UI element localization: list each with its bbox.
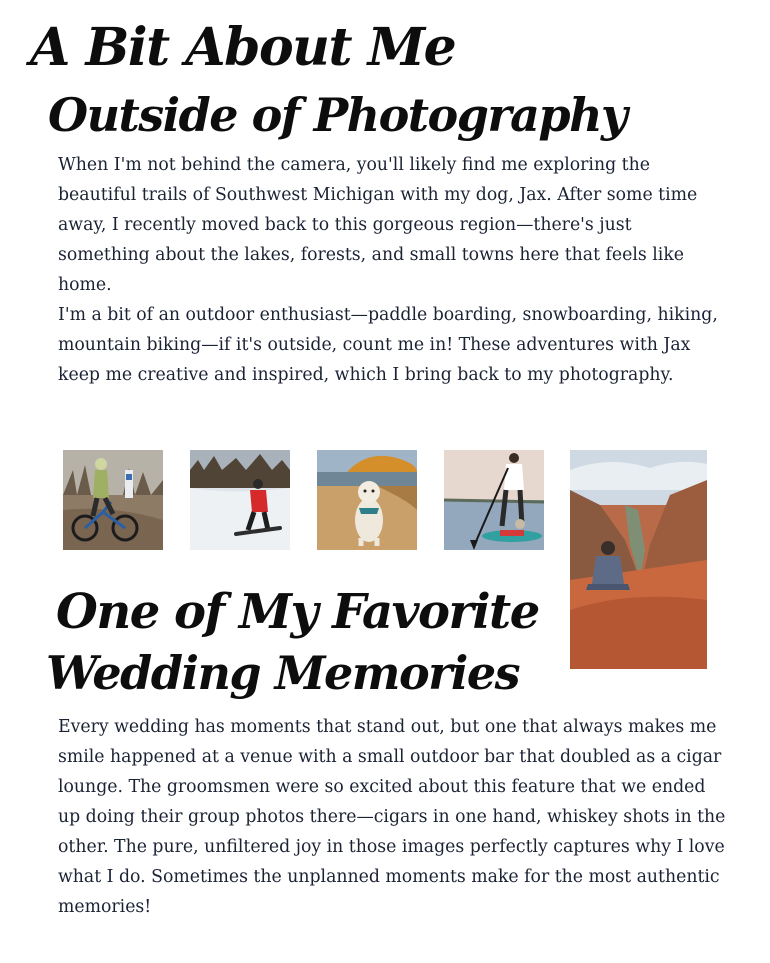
- photo-canyon-overlook: [570, 450, 707, 669]
- wedding-paragraph: Every wedding has moments that stand out, but one that always makes me smile happened at a venue with a small outdoor bar that doubled as a cigar lounge. The groomsmen were so excited about this feature that we ended up doing their group photos there—cigars in one hand, whiskey shots in the other. The pure, unfiltered joy in those images perfectly captures why I love what I do. Sometimes the unplanned moments make for the most authentic memories!: [58, 717, 726, 917]
- wedding-heading-line1: One of My Favorite: [56, 584, 539, 640]
- photo-mountain-biking: [63, 450, 163, 550]
- photo-snowboarding: [190, 450, 290, 550]
- photo-dog-on-beach: [317, 450, 417, 550]
- about-heading-line2: Outside of Photography: [48, 88, 627, 142]
- about-paragraph-2: I'm a bit of an outdoor enthusiast—paddle boarding, snowboarding, hiking, mountain biking—if it's outside, count me in! These adventures with Jax keep me creative and inspired, which I bring back to my photography.: [58, 305, 718, 385]
- wedding-heading-line2: Wedding Memories: [46, 646, 520, 700]
- photo-paddle-boarding: [444, 450, 544, 550]
- about-heading-line1: A Bit About Me: [30, 17, 456, 78]
- about-paragraph-1: When I'm not behind the camera, you'll likely find me exploring the beautiful trails of Southwest Michigan with my dog, Jax. After some time away, I recently moved back to this gorgeous region—there's just something about the lakes, forests, and small towns here that feels like home.: [58, 155, 698, 295]
